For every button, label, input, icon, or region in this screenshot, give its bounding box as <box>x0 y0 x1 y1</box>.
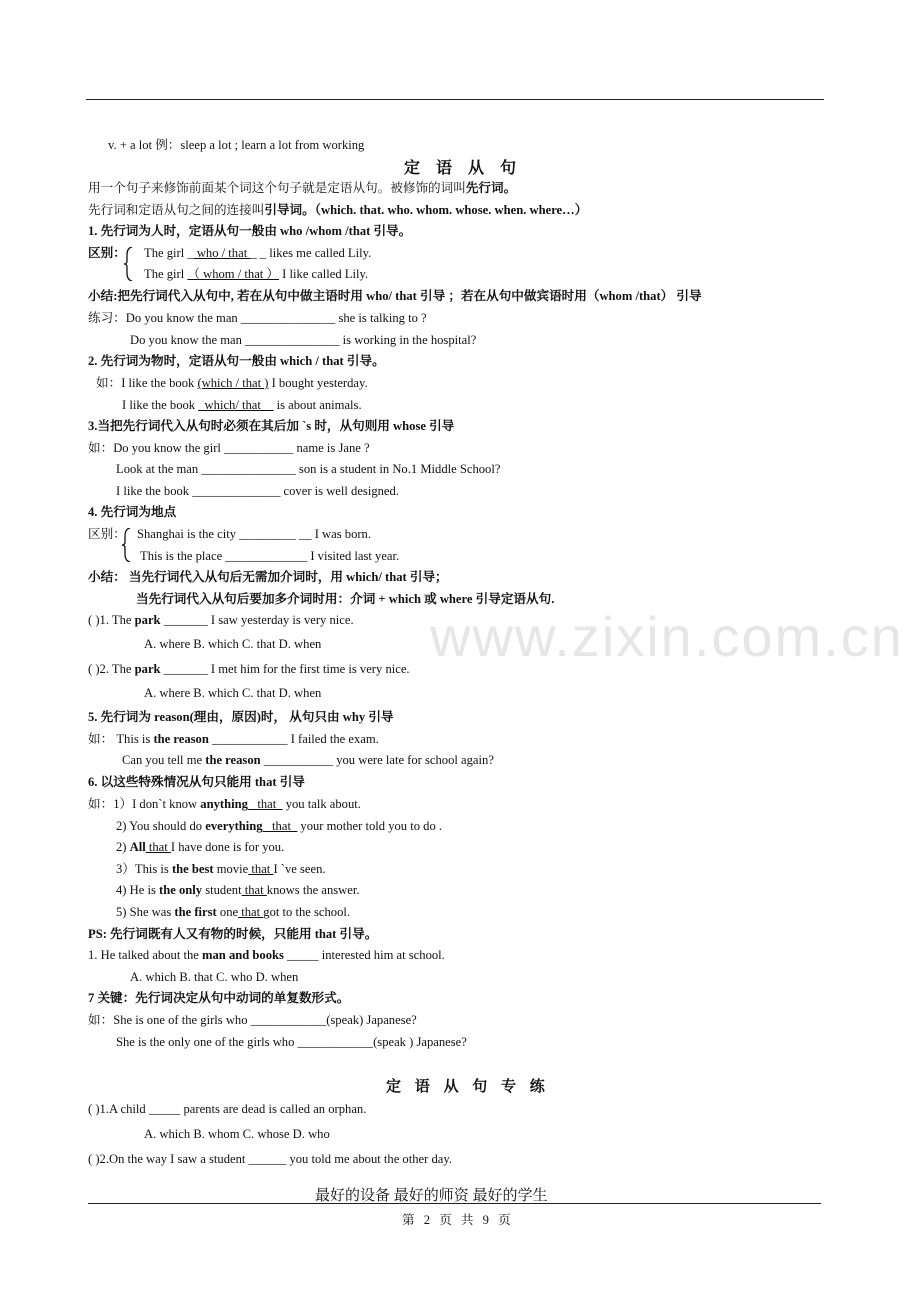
s6-heading: 6. 以这些特殊情况从句只能用 that 引导 <box>88 775 305 789</box>
s4-heading: 4. 先行词为地点 <box>88 505 177 519</box>
drill-title: 定 语 从 句 专 练 <box>386 1079 550 1095</box>
intro-term: 引导词。（which. that. who. whom. whose. when. where…） <box>264 203 588 217</box>
text: 2) <box>116 840 130 854</box>
s1-brace <box>124 247 133 281</box>
drill-question-1: ( )1.A child _____ parents are dead is called an orphan. <box>88 1102 367 1116</box>
text: ___________ you were late for school again? <box>260 753 494 767</box>
text: _ _ likes me called Lily. <box>250 246 372 260</box>
s7-example-2: She is the only one of the girls who ____________(speak ) Japanese? <box>116 1035 467 1049</box>
header-rule <box>86 99 824 100</box>
drill-question-1-options: A. which B. whom C. whose D. who <box>144 1127 330 1141</box>
text: The girl <box>144 267 188 281</box>
text: 4) He is <box>116 883 160 897</box>
s1-example-1 <box>144 245 371 261</box>
s4-question-2 <box>88 661 410 677</box>
text: 1. He talked about the <box>88 948 203 962</box>
ps-heading: PS: 先行词既有人又有物的时候，只能用 that 引导。 <box>88 927 378 941</box>
s1-example-2 <box>144 266 368 282</box>
text: 如：1）I don`t know <box>88 797 201 811</box>
s2-heading: 2. 先行词为物时，定语从句一般由 which / that 引导。 <box>88 354 385 368</box>
s7-heading: 7 关键：先行词决定从句中动词的单复数形式。 <box>88 991 350 1005</box>
s7-example-1: 如：She is one of the girls who ____________(speak) Japanese? <box>88 1013 417 1027</box>
s4-example-2: This is the place _____________ I visited last year. <box>140 549 400 563</box>
text: I bought yesterday. <box>268 376 368 390</box>
drill-question-2: ( )2.On the way I saw a student ______ you told me about the other day. <box>88 1152 452 1166</box>
ps-question-1-options: A. which B. that C. who D. when <box>130 970 299 984</box>
s5-heading: 5. 先行词为 reason(理由，原因)时， 从句只由 why 引导 <box>88 710 394 724</box>
text: I like the book <box>122 398 199 412</box>
text: ( )2. The <box>88 662 135 676</box>
text: I `ve seen. <box>273 862 326 876</box>
text: ( )1. The <box>88 613 135 627</box>
answer: that <box>248 862 274 876</box>
intro-text: 用一个句子来修饰前面某个词这个句子就是定语从句。被修饰的词叫 <box>88 181 466 195</box>
s3-example-1: 如：Do you know the girl ___________ name is Jane ? <box>88 441 370 455</box>
s6-item-6 <box>116 904 350 920</box>
intro-line-1 <box>88 180 516 196</box>
answer: _which/ that__ <box>198 398 274 412</box>
keyword: park <box>134 662 161 676</box>
footer-slogan: 最好的设备 最好的师资 最好的学生 <box>315 1188 548 1204</box>
s1-summary: 小结:把先行词代入从句中, 若在从句中做主语时用 who/ that 引导 ；若在从句中做宾语时用（whom /that） 引导 <box>88 289 702 303</box>
s4-brace <box>122 528 131 562</box>
text: _______ I saw yesterday is very nice. <box>160 613 354 627</box>
s3-example-2: Look at the man _______________ son is a student in No.1 Middle School? <box>116 462 501 476</box>
keyword: man and books <box>202 948 284 962</box>
s2-example-2 <box>122 397 362 413</box>
s1-heading: 1. 先行词为人时，定语从句一般由 who /whom /that 引导。 <box>88 224 412 238</box>
text: your mother told you to do . <box>297 819 443 833</box>
s4-label: 区别： <box>88 527 126 541</box>
answer: _that_ <box>247 797 283 811</box>
text: I have done is for you. <box>170 840 285 854</box>
s1-practice-1: 练习：Do you know the man _______________ she is talking to ? <box>88 311 427 325</box>
section-title: 定 语 从 句 <box>404 160 523 177</box>
ps-question-1 <box>88 947 445 963</box>
s1-practice-2: Do you know the man _______________ is working in the hospital? <box>130 333 477 347</box>
answer: _that_ <box>262 819 298 833</box>
keyword: the only <box>159 883 203 897</box>
s4-summary-2: 当先行词代入从句后要加多介词时用：介词 + which 或 where 引导定语从句. <box>136 592 555 606</box>
text: 如： This is <box>88 732 154 746</box>
text: you talk about. <box>282 797 361 811</box>
keyword: All <box>129 840 146 854</box>
text: 如：I like the book <box>96 376 198 390</box>
text: 2) You should do <box>116 819 206 833</box>
text: _______ I met him for the first time is very nice. <box>160 662 410 676</box>
keyword: the reason <box>205 753 261 767</box>
answer: that <box>238 905 264 919</box>
keyword: anything <box>200 797 248 811</box>
text: 3）This is <box>116 862 172 876</box>
keyword: park <box>134 613 161 627</box>
answer: (which / that ) <box>197 376 269 390</box>
text: I like called Lily. <box>279 267 369 281</box>
answer: （ whom / that ） <box>187 267 280 281</box>
text: got to the school. <box>263 905 351 919</box>
s4-example-1: Shanghai is the city _________ __ I was born. <box>137 527 372 541</box>
s6-item-5 <box>116 882 360 898</box>
s6-item-2 <box>116 818 442 834</box>
watermark: www.zixin.com.cn <box>430 605 904 668</box>
intro-line-2 <box>88 202 587 218</box>
text: is about animals. <box>273 398 362 412</box>
text: student <box>202 883 242 897</box>
text: The girl _ <box>144 246 194 260</box>
s6-item-3 <box>116 839 284 855</box>
intro-term: 先行词。 <box>465 181 517 195</box>
s4-summary-1: 小结： 当先行词代入从句后无需加介词时，用 which/ that 引导； <box>88 570 448 584</box>
footer-rule <box>88 1203 821 1204</box>
text: 5) She was <box>116 905 175 919</box>
keyword: the first <box>174 905 217 919</box>
s1-label: 区别： <box>88 246 126 260</box>
text: Can you tell me <box>122 753 206 767</box>
answer: who / that <box>193 246 251 260</box>
page-number: 第 2 页 共 9 页 <box>402 1213 514 1227</box>
s2-example-1 <box>96 375 368 391</box>
keyword: everything <box>205 819 263 833</box>
keyword: the reason <box>153 732 209 746</box>
s4-question-1-options: A. where B. which C. that D. when <box>144 637 322 651</box>
s4-question-1 <box>88 612 354 628</box>
text: _____ interested him at school. <box>283 948 445 962</box>
s5-example-2 <box>122 752 494 768</box>
text: movie <box>213 862 249 876</box>
text: knows the answer. <box>266 883 360 897</box>
text: one <box>216 905 239 919</box>
s3-example-3: I like the book ______________ cover is well designed. <box>116 484 399 498</box>
keyword: the best <box>171 862 214 876</box>
s3-heading: 3.当把先行词代入从句时必须在其后加 `s 时，从句则用 whose 引导 <box>88 419 455 433</box>
s5-example-1 <box>88 731 379 747</box>
s4-question-2-options: A. where B. which C. that D. when <box>144 686 322 700</box>
text: ____________ I failed the exam. <box>208 732 379 746</box>
s6-item-1 <box>88 796 361 812</box>
s6-item-4 <box>116 861 326 877</box>
intro-text: 先行词和定语从句之间的连接叫 <box>88 203 265 217</box>
answer: that <box>241 883 267 897</box>
top-line: v. + a lot 例：sleep a lot ; learn a lot from working <box>108 138 365 152</box>
answer: that <box>145 840 171 854</box>
